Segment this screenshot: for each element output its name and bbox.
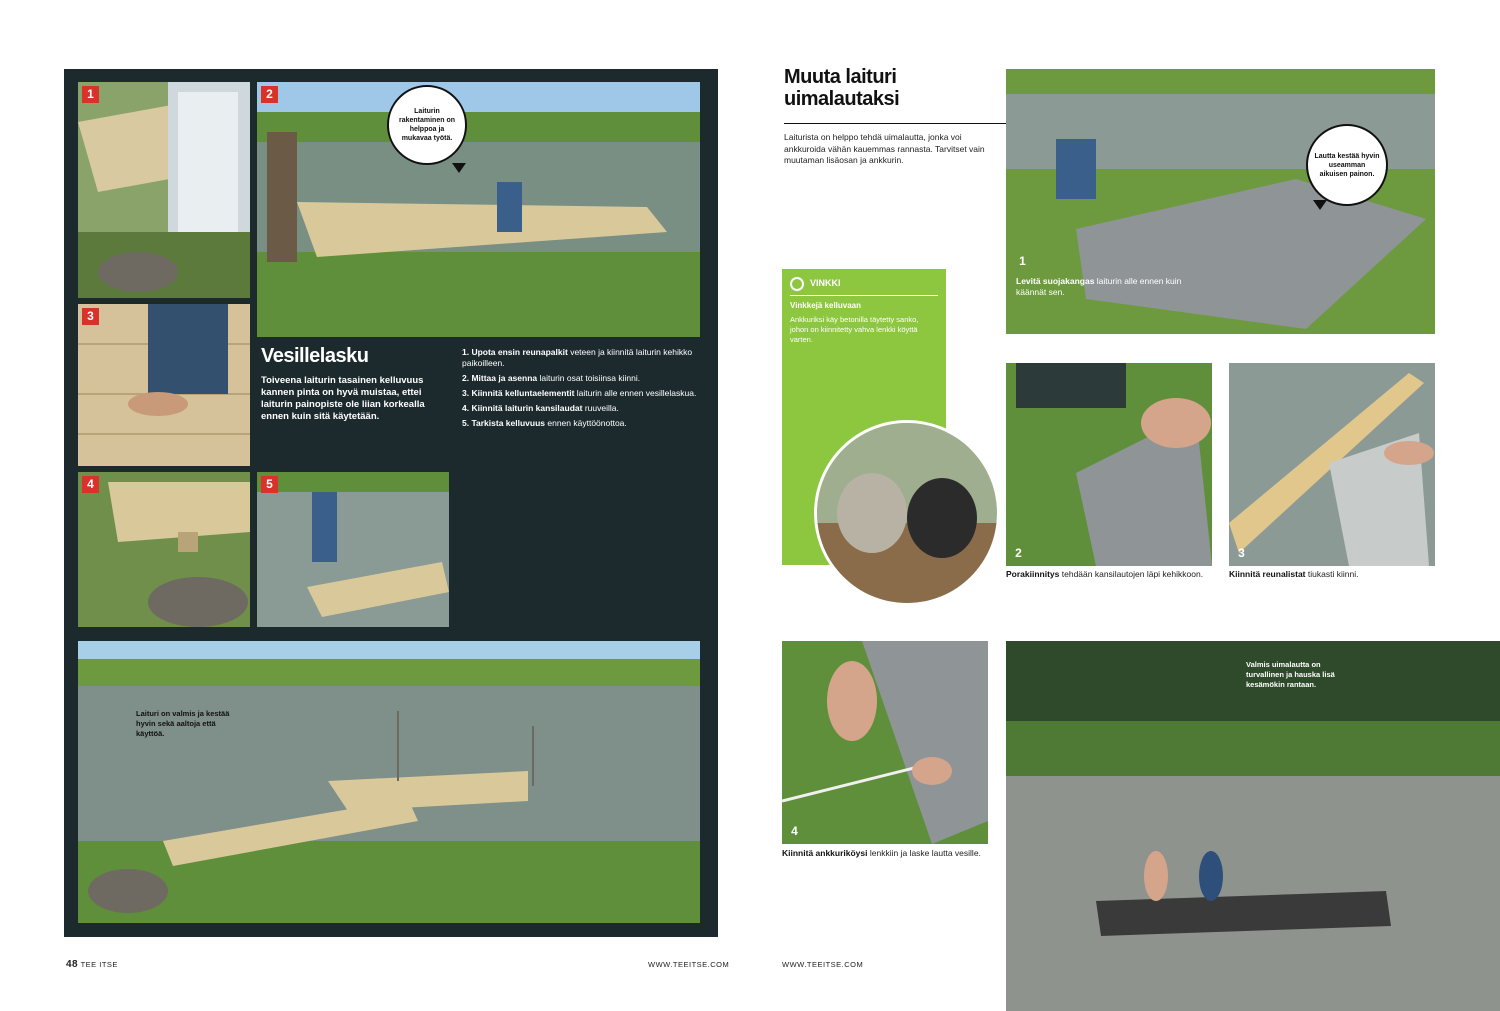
step-number-badge: 3 — [82, 308, 99, 325]
frame-photo — [1229, 363, 1435, 566]
step-number-3: 3 — [1238, 546, 1245, 560]
raft-lake-photo — [1006, 641, 1500, 1011]
step-4-photo — [78, 472, 250, 627]
tip-rule — [790, 295, 938, 296]
caption-1: Levitä suojakangas laiturin alle ennen kuin käännät sen. — [1016, 276, 1182, 297]
left-footer-url: WWW.TEEITSE.COM — [648, 960, 730, 969]
step-number-4: 4 — [791, 824, 798, 838]
title-rule — [784, 123, 1006, 124]
caption-2: Porakiinnitys tehdään kansilautojen läpi kehikkoon. — [1006, 569, 1204, 579]
article-title: Muuta laituri uimalautaksi — [784, 66, 900, 110]
speech-bubble-right: Lautta kestää hyvin useamman aikuisen painon. — [1306, 124, 1388, 206]
step-item: 2. Mittaa ja asenna laiturin osat toisiinsa kiinni. — [462, 373, 641, 383]
drill-photo — [1006, 363, 1212, 566]
anchor-bucket-photo — [814, 420, 1000, 606]
step-item: 1. Upota ensin reunapalkit veteen ja kiinnitä laiturin kehikko paikoilleen. — [462, 347, 693, 368]
step-number-1: 1 — [1019, 254, 1026, 268]
speech-bubble-tail — [1313, 200, 1327, 210]
step-number-2: 2 — [1015, 546, 1022, 560]
page-number: 48 — [66, 959, 79, 970]
speech-bubble-tail — [452, 163, 466, 173]
step-item: 3. Kiinnitä kelluntaelementit laiturin alle ennen vesillelaskua. — [462, 388, 697, 398]
section-title: Vesillelasku — [261, 345, 369, 367]
right-footer-url: WWW.TEEITSE.COM — [782, 960, 864, 969]
step-item: 5. Tarkista kelluvuus ennen käyttöönottoa. — [462, 418, 627, 428]
step-number-badge: 1 — [82, 86, 99, 103]
bottom-photo-caption: Laituri on valmis ja kestää hyvin sekä aaltoja että käyttöä. — [136, 709, 230, 738]
steps-list — [462, 347, 702, 433]
caption-4: Kiinnitä ankkuriköysi lenkkiin ja laske lautta vesille. — [782, 848, 981, 858]
finished-dock-photo — [78, 641, 700, 923]
step-item: 4. Kiinnitä laiturin kansilaudat ruuveilla. — [462, 403, 619, 413]
caption-3: Kiinnitä reunalistat tiukasti kiinni. — [1229, 569, 1359, 579]
speech-bubble: Laiturin rakentaminen on helppoa ja mukavaa työtä. — [387, 85, 467, 165]
tip-title: Vinkkejä kelluvaan — [790, 301, 862, 310]
step-number-badge: 5 — [261, 476, 278, 493]
tip-text: Ankkuriksi käy betonilla täytetty sanko, johon on kiinnitetty vahva lenkki köyttä varten. — [790, 315, 919, 344]
step-3-photo — [78, 304, 250, 466]
left-page-panel — [64, 69, 718, 937]
lake-caption: Valmis uimalautta on turvallinen ja hauska lisä kesämökin rantaan. — [1246, 660, 1335, 689]
rope-photo — [782, 641, 988, 844]
section-intro: Toiveena laiturin tasainen kelluvuus kannen pinta on hyvä muistaa, ettei laiturin painopiste ole liian korkealla ennen kuin sitä käytetään. — [261, 375, 425, 422]
step-number-badge: 2 — [261, 86, 278, 103]
tip-icon — [790, 277, 804, 291]
left-footer — [66, 959, 118, 970]
magazine-name: TEE ITSE — [80, 960, 118, 969]
step-1-photo — [78, 82, 250, 298]
step-number-badge: 4 — [82, 476, 99, 493]
step-2-photo — [257, 82, 700, 337]
article-intro: Laiturista on helppo tehdä uimalautta, jonka voi ankkuroida vähän kauemmas rannasta. Tarvitset vain muutaman lisäosan ja ankkurin. — [784, 132, 985, 165]
step-5-photo — [257, 472, 449, 627]
tip-label: VINKKI — [810, 278, 841, 288]
